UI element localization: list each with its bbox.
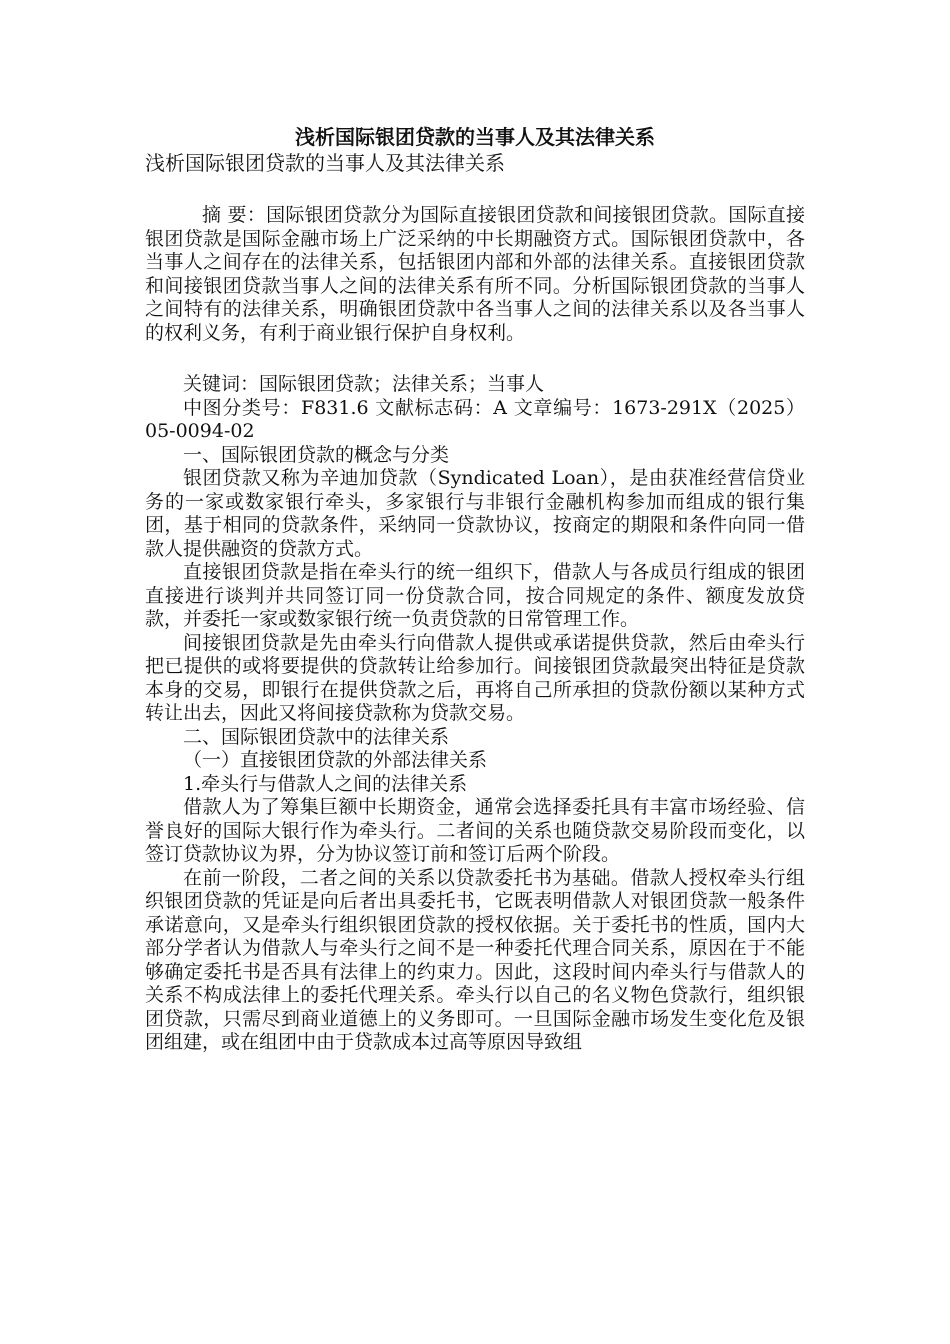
body-paragraph-3: 间接银团贷款是先由牵头行向借款人提供或承诺提供贷款，然后由牵头行把已提供的或将要提供的贷款转让给参加行。间接银团贷款最突出特征是贷款本身的交易，即银行在提供贷款之后，再将自己所承担的贷款份额以某种方式转让出去，因此又将间接贷款称为贷款交易。 <box>145 631 805 724</box>
body-paragraph-1: 银团贷款又称为辛迪加贷款（Syndicated Loan），是由获准经营信贷业务的一家或数家银行牵头，多家银行与非银行金融机构参加而组成的银行集团，基于相同的贷款条件，采纳同一贷款协议，按商定的期限和条件向同一借款人提供融资的贷款方式。 <box>145 467 805 560</box>
section-heading-1: 一、国际银团贷款的概念与分类 <box>183 443 450 466</box>
body-paragraph-2: 直接银团贷款是指在牵头行的统一组织下，借款人与各成员行组成的银团直接进行谈判并共同签订同一份贷款合同，按合同规定的条件、额度发放贷款，并委托一家或数家银行统一负责贷款的日常管理工作。 <box>145 561 805 630</box>
subsubsection-heading: 1.牵头行与借款人之间的法律关系 <box>183 772 468 795</box>
body-paragraph-4: 借款人为了筹集巨额中长期资金，通常会选择委托具有丰富市场经验、信誉良好的国际大银行作为牵头行。二者间的关系也随贷款交易阶段而变化，以签订贷款协议为界，分为协议签订前和签订后两个阶段。 <box>145 796 805 865</box>
document-subtitle: 浅析国际银团贷款的当事人及其法律关系 <box>145 151 505 175</box>
keywords-line: 关键词：国际银团贷款；法律关系；当事人 <box>183 373 545 395</box>
abstract-paragraph: 摘 要：国际银团贷款分为国际直接银团贷款和间接银团贷款。国际直接银团贷款是国际金融市场上广泛采纳的中长期融资方式。国际银团贷款中，各当事人之间存在的法律关系，包括银团内部和外部的法律关系。直接银团贷款和间接银团贷款当事人之间的法律关系有所不同。分析国际银团贷款的当事人之间特有的法律关系，明确银团贷款中各当事人之间的法律关系以及各当事人的权利义务，有利于商业银行保护自身权利。 <box>145 204 805 344</box>
document-title: 浅析国际银团贷款的当事人及其法律关系 <box>295 125 655 149</box>
subsection-heading: （一）直接银团贷款的外部法律关系 <box>183 749 488 771</box>
document-page <box>145 124 805 1055</box>
section-heading-2: 二、国际银团贷款中的法律关系 <box>183 725 450 748</box>
body-paragraph-5: 在前一阶段，二者之间的关系以贷款委托书为基础。借款人授权牵头行组织银团贷款的凭证是向后者出具委托书，它既表明借款人对银团贷款一般条件承诺意向，又是牵头行组织银团贷款的授权依据。关于委托书的性质，国内大部分学者认为借款人与牵头行之间不是一种委托代理合同关系，原因在于不能够确定委托书是否具有法律上的约束力。因此，这段时间内牵头行与借款人的关系不构成法律上的委托代理关系。牵头行以自己的名义物色贷款行，组织银团贷款，只需尽到商业道德上的义务即可。一旦国际金融市场发生变化危及银团组建，或在组团中由于贷款成本过高等原因导致组 <box>145 866 805 1053</box>
classification-line: 中图分类号：F831.6 文献标志码：A 文章编号：1673-291X（2025）05-0094-02 <box>145 396 805 442</box>
